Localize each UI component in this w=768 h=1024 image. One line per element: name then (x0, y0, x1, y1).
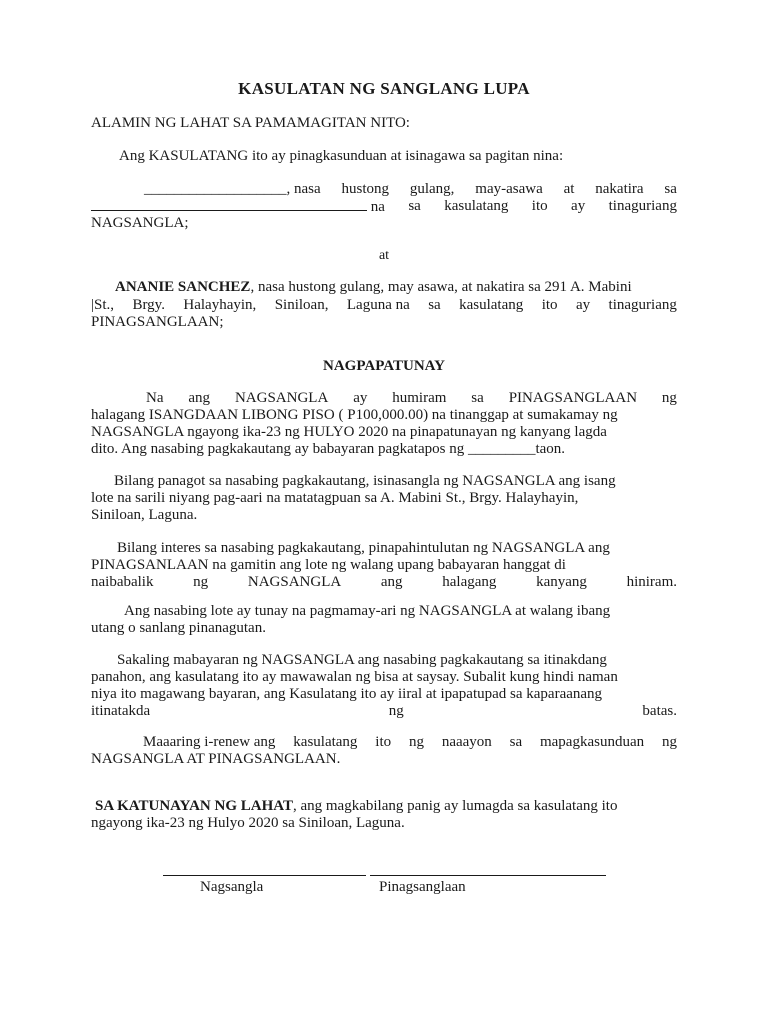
p1-line-2: halagang ISANGDAAN LIBONG PISO ( P100,000.00) na tinanggap at sumakamay ng (91, 407, 618, 423)
party1-role: NAGSANGLA; (91, 215, 189, 231)
p2-line-2: lote na sarili niyang pag-aari na matatagpuan sa A. Mabini St., Brgy. Halayhayin, (91, 490, 579, 506)
signature-label-pinagsanglaan: Pinagsanglaan (379, 879, 466, 895)
p6-line-1: Maaaring i-renew ang kasulatang ito ng naaayon sa mapagkasunduan ng (143, 734, 677, 750)
p1-line-1: Na ang NAGSANGLA ay humiram sa PINAGSANGLAAN ng (146, 390, 677, 406)
p5-line-1: Sakaling mabayaran ng NAGSANGLA ang nasabing pagkakautang sa itinakdang (117, 652, 607, 668)
signature-line-pinagsanglaan (370, 875, 606, 876)
intro-line: ALAMIN NG LAHAT SA PAMAMAGITAN NITO: (91, 115, 410, 131)
party2-role: PINAGSANGLAAN; (91, 314, 224, 330)
p1-line-4: dito. Ang nasabing pagkakautang ay babayaran pagkatapos ng _________taon. (91, 441, 566, 457)
p3-line-2: PINAGSANLAAN na gamitin ang lote ng walang upang babayaran hanggat di (91, 557, 566, 573)
p2-line-3: Siniloan, Laguna. (91, 507, 198, 523)
p3-line-3: naibabalik ng NAGSANGLA ang halagang kanyang hiniram. (91, 574, 677, 590)
section-heading: NAGPAPATUNAY (323, 358, 445, 374)
p1-line-3: NAGSANGLA ngayong ika-23 ng HULYO 2020 na pinapatunayan ng kanyang lagda (91, 424, 607, 440)
p5-line-3: niya ito magawang bayaran, ang Kasulatang ito ay iiral at ipapatupad sa kaparaanang (91, 686, 603, 702)
p4-line-1: Ang nasabing lote ay tunay na pagmamay-ari ng NAGSANGLA at walang ibang (124, 603, 611, 619)
p6-line-2: NAGSANGLA AT PINAGSANGLAAN. (91, 751, 341, 767)
years-blank: _________ (467, 441, 536, 457)
party1-line-1: ___________________, nasa hustong gulang, may-asawa at nakatira sa (144, 181, 677, 197)
party1-line-2: na sa kasulatang ito ay tinaguriang (91, 197, 677, 216)
conjunction-at: at (378, 248, 390, 263)
between-line: Ang KASULATANG ito ay pinagkasunduan at isinagawa sa pagitan nina: (119, 148, 564, 164)
p5-line-2: panahon, ang kasulatang ito ay mawawalan ng bisa at saysay. Subalit kung hindi naman (91, 669, 618, 685)
p3-line-1: Bilang interes sa nasabing pagkakautang, pinapahintulutan ng NAGSANGLA ang (117, 540, 610, 556)
signature-label-nagsangla: Nagsangla (200, 879, 264, 895)
party2-name: ANANIE SANCHEZ (115, 279, 251, 295)
p5-line-4: itinatakda ng batas. (91, 703, 677, 719)
party1-name-blank: ___________________ (144, 181, 287, 197)
p4-line-2: utang o sanlang pinanagutan. (91, 620, 266, 636)
document-title: KASULATAN NG SANGLANG LUPA (238, 79, 530, 98)
witness-line-2: ngayong ika-23 ng Hulyo 2020 sa Siniloan, Laguna. (91, 815, 405, 831)
party2-line-1: ANANIE SANCHEZ, nasa hustong gulang, may asawa, at nakatira sa 291 A. Mabini (115, 279, 632, 295)
party1-address-blank (91, 197, 367, 211)
party2-line-2: |St., Brgy. Halayhayin, Siniloan, Laguna na sa kasulatang ito ay tinaguriang (91, 297, 677, 313)
witness-line-1: SA KATUNAYAN NG LAHAT, ang magkabilang panig ay lumagda sa kasulatang ito (95, 798, 618, 814)
witness-lead: SA KATUNAYAN NG LAHAT (95, 798, 293, 814)
p2-line-1: Bilang panagot sa nasabing pagkakautang, isinasangla ng NAGSANGLA ang isang (114, 473, 616, 489)
signature-line-nagsangla (163, 875, 366, 876)
